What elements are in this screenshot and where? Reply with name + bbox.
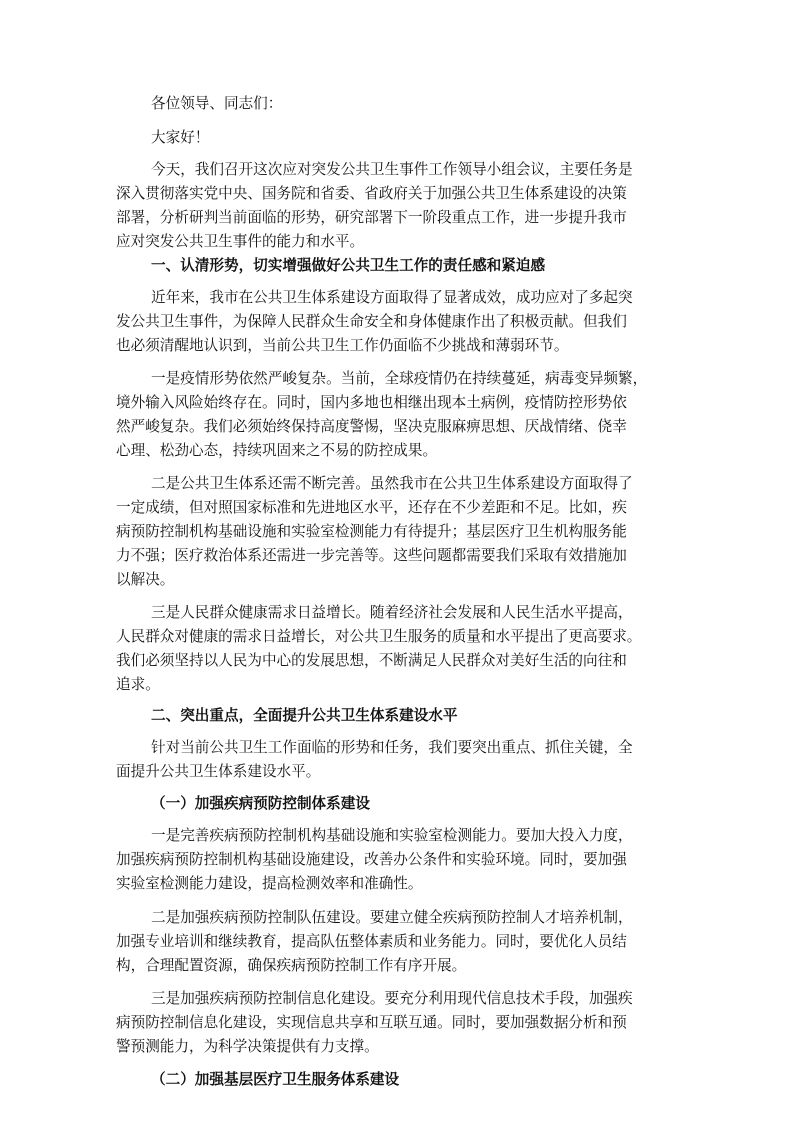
text-line: 二是加强疾病预防控制队伍建设。要建立健全疾病预防控制人才培养机制， xyxy=(151,909,633,926)
text-line: 人民群众对健康的需求日益增长，对公共卫生服务的质量和水平提出了更高要求。 xyxy=(116,628,642,645)
text-line: 然严峻复杂。我们必须始终保持高度警惕，坚决克服麻痹思想、厌战情绪、侥幸 xyxy=(116,418,627,435)
section-heading-2: 二、突出重点，全面提升公共卫生体系建设水平 xyxy=(151,707,458,724)
subsection-heading-2: （二）加强基层医疗卫生服务体系建设 xyxy=(151,1071,400,1088)
text-line: 近年来，我市在公共卫生体系建设方面取得了显著成效，成功应对了多起突 xyxy=(151,289,633,306)
subsection-heading-1: （一）加强疾病预防控制体系建设 xyxy=(151,795,370,812)
text-line: 一是完善疾病预防控制机构基础设施和实验室检测能力。要加大投入力度， xyxy=(151,827,633,844)
text-line: 境外输入风险始终存在。同时，国内多地也相继出现本土病例，疫情防控形势依 xyxy=(116,394,627,411)
text-line: 深入贯彻落实党中央、国务院和省委、省政府关于加强公共卫生体系建设的决策 xyxy=(116,185,627,202)
text-line: 我们必须坚持以人民为中心的发展思想，不断满足人民群众对美好生活的向往和 xyxy=(116,652,627,669)
text-line: 心理、松劲心态，持续巩固来之不易的防控成果。 xyxy=(116,442,438,459)
text-line: 一定成绩，但对照国家标准和先进地区水平，还存在不少差距和不足。比如，疾 xyxy=(116,499,627,516)
text-line: 面提升公共卫生体系建设水平。 xyxy=(116,763,321,780)
text-line: 发公共卫生事件，为保障人民群众生命安全和身体健康作出了积极贡献。但我们 xyxy=(116,313,627,330)
text-line: 力不强；医疗救治体系还需进一步完善等。这些问题都需要我们采取有效措施加 xyxy=(116,547,627,564)
text-line: 病预防控制信息化建设，实现信息共享和互联互通。同时，要加强数据分析和预 xyxy=(116,1014,627,1031)
text-line: 一是疫情形势依然严峻复杂。当前，全球疫情仍在持续蔓延，病毒变异频繁， xyxy=(151,370,648,387)
section-heading-1: 一、认清形势，切实增强做好公共卫生工作的责任感和紧迫感 xyxy=(151,257,546,274)
text-line: 构，合理配置资源，确保疾病预防控制工作有序开展。 xyxy=(116,957,467,974)
text-line: 针对当前公共卫生工作面临的形势和任务，我们要突出重点、抓住关键，全 xyxy=(151,739,633,756)
text-line: 部署，分析研判当前面临的形势，研究部署下一阶段重点工作，进一步提升我市 xyxy=(116,209,627,226)
text-line: 应对突发公共卫生事件的能力和水平。 xyxy=(116,233,365,250)
text-line: 警预测能力，为科学决策提供有力支撑。 xyxy=(116,1038,379,1055)
text-line: 也必须清醒地认识到，当前公共卫生工作仍面临不少挑战和薄弱环节。 xyxy=(116,337,569,354)
text-line: 病预防控制机构基础设施和实验室检测能力有待提升；基层医疗卫生机构服务能 xyxy=(116,523,627,540)
text-line: 加强专业培训和继续教育，提高队伍整体素质和业务能力。同时，要优化人员结 xyxy=(116,933,627,950)
salutation: 各位领导、同志们： xyxy=(151,95,283,112)
text-line: 追求。 xyxy=(116,676,160,693)
text-line: 实验室检测能力建设，提高检测效率和准确性。 xyxy=(116,875,423,892)
text-line: 加强疾病预防控制机构基础设施建设，改善办公条件和实验环境。同时，要加强 xyxy=(116,851,627,868)
text-line: 三是加强疾病预防控制信息化建设。要充分利用现代信息技术手段，加强疾 xyxy=(151,990,633,1007)
text-line: 今天，我们召开这次应对突发公共卫生事件工作领导小组会议，主要任务是 xyxy=(151,161,633,178)
text-line: 以解决。 xyxy=(116,571,175,588)
text-line: 二是公共卫生体系还需不断完善。虽然我市在公共卫生体系建设方面取得了 xyxy=(151,475,633,492)
text-line: 三是人民群众健康需求日益增长。随着经济社会发展和人民生活水平提高， xyxy=(151,604,633,621)
greeting-line: 大家好！ xyxy=(151,129,210,146)
